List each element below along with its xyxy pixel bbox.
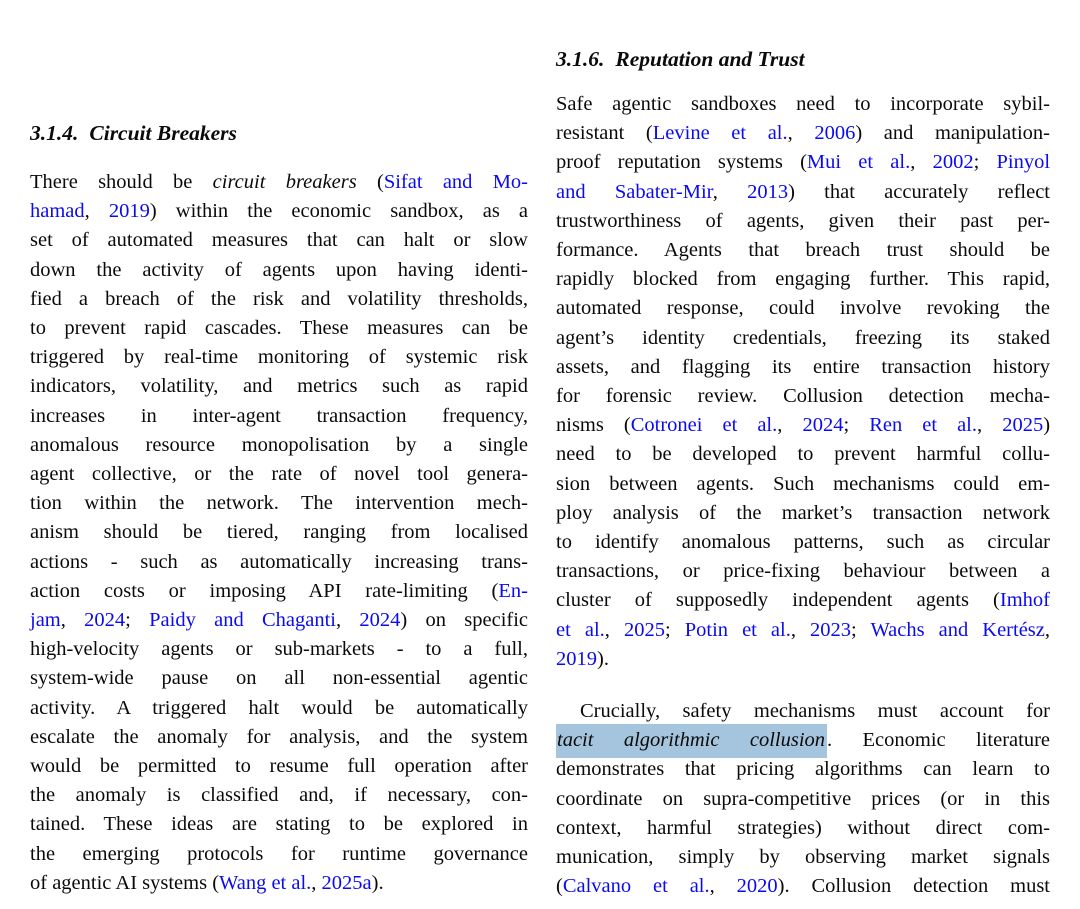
text-line: [30, 723, 528, 752]
text: coordinate on supra-competitive prices (or in this: [556, 787, 1050, 810]
citation-link[interactable]: 2025a: [321, 871, 372, 894]
text-line: [556, 90, 1050, 119]
text-line: [556, 528, 1050, 557]
text: resistant (: [556, 122, 653, 145]
text: rapidly blocked from engaging further. This rapid,: [556, 268, 1050, 291]
text: ploy analysis of the market’s transaction network: [556, 501, 1050, 524]
text-line: [556, 557, 1050, 586]
text: ,: [910, 151, 933, 174]
citation-link[interactable]: 2024: [84, 609, 126, 632]
section-title: Circuit Breakers: [89, 121, 237, 145]
text-line: [30, 489, 528, 518]
text-line: [30, 431, 528, 460]
text-line: [30, 518, 528, 547]
citation-link[interactable]: 2019: [108, 200, 150, 223]
citation-link[interactable]: En-: [498, 579, 528, 602]
text: (: [556, 875, 563, 898]
paragraph: [30, 168, 528, 898]
text: the anomaly is classified and, if necessary, con-: [30, 784, 528, 807]
text-line: [556, 470, 1050, 499]
text: ;: [973, 151, 997, 174]
text: ) within the economic sandbox, as a: [149, 200, 529, 223]
text-line: [30, 168, 528, 197]
citation-link[interactable]: 2025: [623, 618, 665, 641]
text: ). Collusion detection must: [777, 875, 1051, 898]
text: ) and manipulation-: [855, 122, 1050, 145]
text-line: [30, 314, 528, 343]
text-line: [556, 814, 1050, 843]
text: ,: [777, 414, 803, 437]
text: ,: [709, 875, 737, 898]
text: ,: [311, 871, 322, 894]
text: activity. A triggered halt would be automatically: [30, 696, 528, 719]
citation-link[interactable]: 2002: [932, 151, 974, 174]
text: of agentic AI systems (: [30, 871, 220, 894]
text: (: [356, 171, 384, 193]
text-line: [30, 402, 528, 431]
text: need to be developed to prevent harmful collu-: [556, 443, 1050, 466]
text-line: [556, 265, 1050, 294]
text: ,: [84, 200, 109, 223]
citation-link[interactable]: Mui et al.: [806, 151, 911, 174]
text: There should be: [30, 171, 213, 193]
text: actions - such as automatically increasing trans-: [30, 550, 528, 573]
citation-link[interactable]: Calvano et al.: [562, 875, 710, 898]
citation-link[interactable]: Levine et al.: [652, 122, 788, 145]
text-line: [556, 440, 1050, 469]
text: tion within the network. The intervention mech-: [30, 492, 528, 515]
text-line: [30, 752, 528, 781]
text-line: [556, 843, 1050, 872]
text-line: [30, 256, 528, 285]
text: anism should be tiered, ranging from localised: [30, 521, 528, 544]
citation-link[interactable]: 2024: [802, 414, 844, 437]
citation-link[interactable]: Wachs and Kertész: [870, 618, 1045, 641]
right-column: [556, 45, 1050, 901]
text: triggered by real-time monitoring of systemic risk: [30, 346, 528, 369]
text: ,: [1044, 618, 1051, 641]
paragraph: [556, 90, 1050, 674]
text: for forensic review. Collusion detection mecha-: [556, 385, 1050, 408]
text: . Economic literature: [827, 729, 1051, 752]
text: ;: [664, 618, 685, 641]
text-line: [556, 382, 1050, 411]
section-title: Reputation and Trust: [615, 47, 805, 71]
text: Safe agentic sandboxes need to incorporate sybil-: [556, 93, 1050, 115]
text: ).: [371, 871, 384, 894]
text: automated response, could involve revoking the: [556, 297, 1050, 320]
text: ,: [604, 618, 624, 641]
section-heading-circuit-breakers: [30, 119, 528, 148]
citation-link[interactable]: Ren et al.: [869, 414, 978, 437]
text: the emerging protocols for runtime governance: [30, 842, 528, 865]
text: ) on specific: [400, 609, 529, 632]
text-line: [556, 499, 1050, 528]
citation-link[interactable]: Potin et al.: [684, 618, 791, 641]
text: ).: [597, 647, 609, 670]
italic-text: circuit breakers: [212, 171, 357, 193]
text: agent collective, or the rate of novel tool genera-: [30, 463, 528, 486]
text: agent’s identity credentials, freezing its staked: [556, 326, 1050, 349]
text: formance. Agents that breach trust should be: [556, 239, 1050, 262]
text-line: [556, 411, 1050, 440]
text: fied a breach of the risk and volatility thresholds,: [30, 287, 528, 310]
text: cluster of supposedly independent agents (: [556, 589, 1000, 612]
citation-link[interactable]: et al.: [556, 618, 605, 641]
text: down the activity of agents upon having identi-: [30, 258, 528, 281]
text: context, harmful strategies) without direct com-: [556, 816, 1050, 839]
citation-link[interactable]: 2013: [747, 180, 789, 203]
text-line: [30, 285, 528, 314]
text-line: [556, 324, 1050, 353]
citation-link[interactable]: 2019: [556, 647, 597, 670]
text: sion between agents. Such mechanisms could em-: [556, 472, 1050, 495]
text-line: [556, 236, 1050, 265]
text-line: [556, 872, 1050, 901]
text-line: [30, 664, 528, 693]
section-heading-reputation-and-trust: [556, 45, 1050, 74]
text: system-wide pause on all non-essential agentic: [30, 667, 528, 690]
text-line: [556, 755, 1050, 784]
citation-link[interactable]: hamad: [30, 200, 85, 223]
text: escalate the anomaly for analysis, and the system: [30, 725, 528, 748]
text-line: [556, 119, 1050, 148]
text-line: [556, 697, 1050, 726]
text-line: [30, 343, 528, 372]
citation-link[interactable]: 2024: [359, 609, 401, 632]
text: ;: [851, 618, 871, 641]
text: increases in inter-agent transaction frequency,: [30, 404, 528, 427]
citation-link[interactable]: Imhof: [999, 589, 1050, 612]
text-line: [556, 616, 1050, 645]
text-line: [30, 694, 528, 723]
text: ,: [787, 122, 815, 145]
citation-link[interactable]: 2023: [810, 618, 852, 641]
text: ;: [843, 414, 870, 437]
text: high-velocity agents or sub-markets - to a full,: [30, 638, 528, 661]
citation-link[interactable]: Wang et al.: [219, 871, 312, 894]
text-line: [556, 645, 1050, 674]
text: indicators, volatility, and metrics such as rapid: [30, 375, 528, 398]
text-line: [30, 577, 528, 606]
citation-link[interactable]: jam: [30, 609, 61, 632]
text-line: [556, 353, 1050, 382]
section-number: 3.1.6.: [556, 47, 605, 71]
text: Crucially, safety mechanisms must account for: [580, 700, 1050, 723]
citation-link[interactable]: 2025: [1002, 414, 1044, 437]
citation-link[interactable]: 2006: [814, 122, 856, 145]
text-line: [556, 586, 1050, 615]
text: set of automated measures that can halt or slow: [30, 229, 528, 252]
text-line: [30, 460, 528, 489]
citation-link[interactable]: Paidy and Chaganti: [149, 609, 336, 632]
citation-link[interactable]: Sifat and Mo-: [383, 171, 529, 193]
citation-link[interactable]: and Sabater-Mir: [556, 180, 713, 203]
text-line: [556, 178, 1050, 207]
text-line: [30, 372, 528, 401]
paragraph: [556, 697, 1050, 901]
text-line: [30, 548, 528, 577]
text: ,: [712, 180, 748, 203]
citation-link[interactable]: Pinyol: [996, 151, 1051, 174]
left-column: [30, 119, 528, 898]
text: to prevent rapid cascades. These measures can be: [30, 317, 528, 340]
text-line: [30, 840, 528, 869]
text: trustworthiness of agents, given their past per-: [556, 209, 1050, 232]
text: ,: [977, 414, 1003, 437]
text-line: [556, 207, 1050, 236]
text: tained. These ideas are stating to be explored in: [30, 813, 528, 836]
text: to identify anomalous patterns, such as circular: [556, 531, 1050, 554]
citation-link[interactable]: 2020: [736, 875, 778, 898]
text-line: [30, 810, 528, 839]
text: demonstrates that pricing algorithms can learn to: [556, 758, 1050, 781]
text: assets, and flagging its entire transaction history: [556, 355, 1050, 378]
text-line: [556, 726, 1050, 755]
text: proof reputation systems (: [556, 151, 807, 174]
text-line: [30, 781, 528, 810]
text: ,: [335, 609, 360, 632]
text: anomalous resource monopolisation by a single: [30, 433, 528, 456]
text: ,: [790, 618, 811, 641]
citation-link[interactable]: Cotronei et al.: [630, 414, 778, 437]
text: ) that accurately reflect: [788, 180, 1050, 203]
highlighted-text: tacit algorithmic collusion: [556, 724, 827, 758]
text: transactions, or price-fixing behaviour between a: [556, 560, 1050, 583]
text: ;: [125, 609, 150, 632]
text-line: [30, 197, 528, 226]
section-number: 3.1.4.: [30, 121, 79, 145]
text-line: [556, 785, 1050, 814]
text-line: [30, 869, 528, 898]
text-line: [30, 606, 528, 635]
text: action costs or imposing API rate-limiting (: [30, 579, 499, 602]
text-line: [556, 294, 1050, 323]
text: ): [1043, 414, 1051, 437]
text: would be permitted to resume full operation after: [30, 755, 528, 778]
text-line: [30, 635, 528, 664]
text-line: [30, 226, 528, 255]
text-line: [556, 148, 1050, 177]
text: munication, simply by observing market signals: [556, 846, 1050, 869]
text: ,: [60, 609, 85, 632]
text: nisms (: [556, 414, 631, 437]
